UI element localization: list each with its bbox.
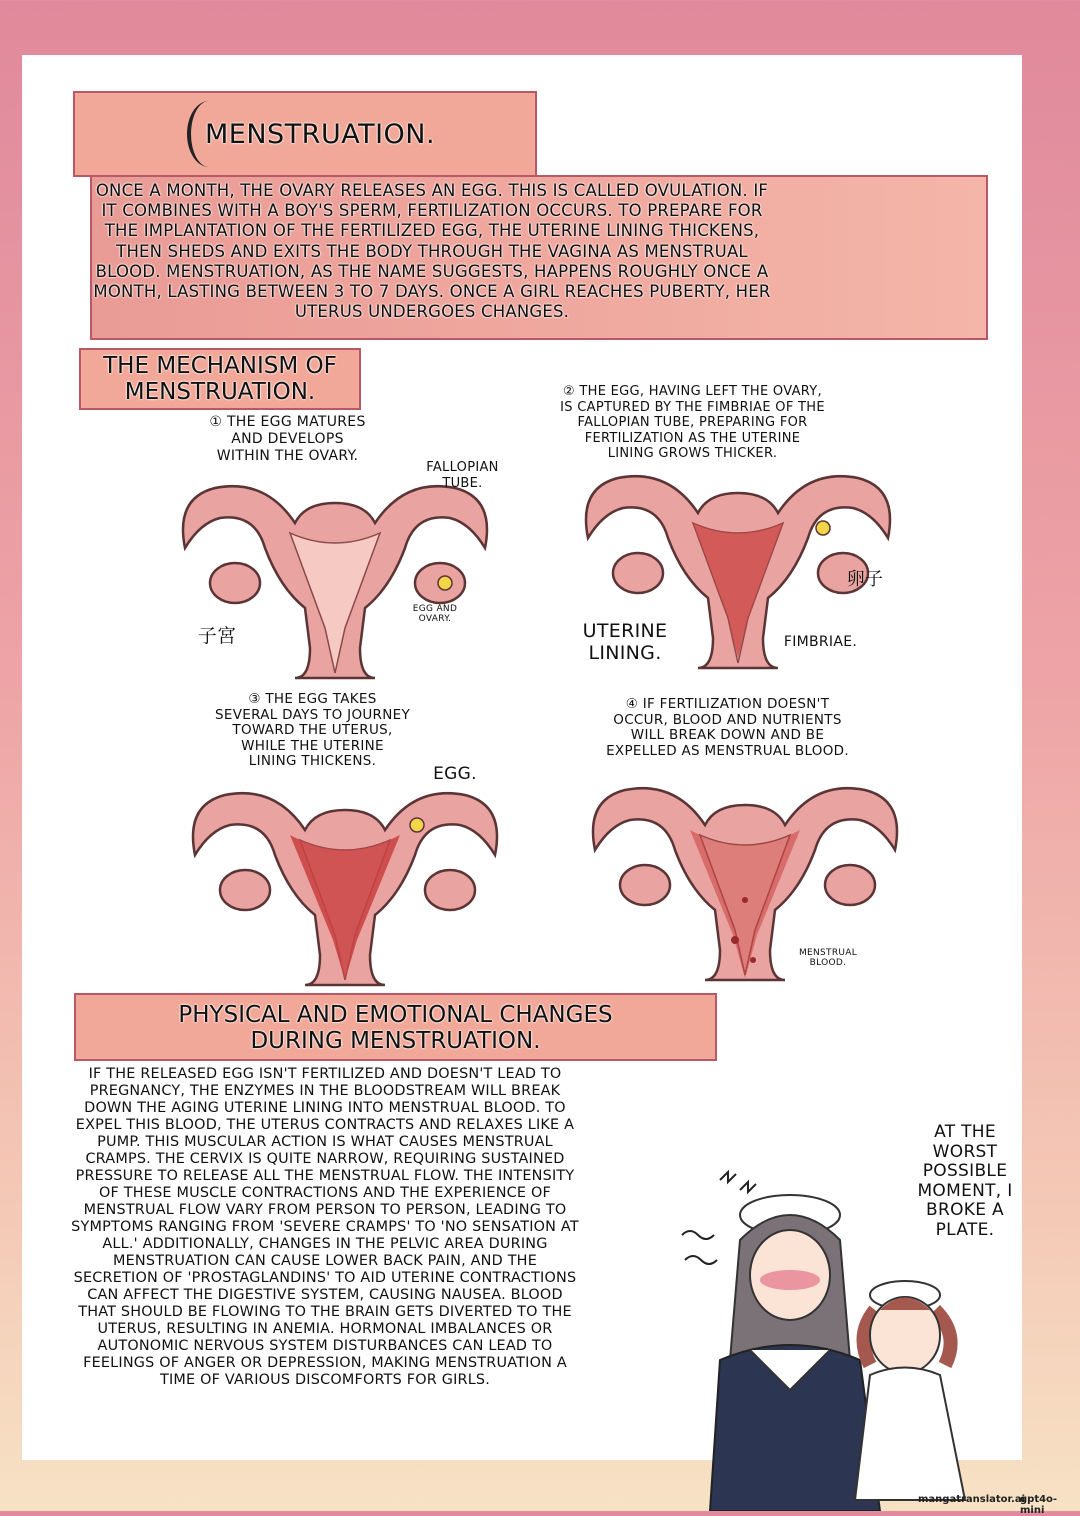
mechanism-heading-box bbox=[79, 348, 361, 410]
maid-characters-illustration bbox=[680, 1160, 1080, 1511]
page-title: MENSTRUATION. bbox=[205, 119, 436, 150]
label-uterus-jp: 子宮 bbox=[197, 625, 237, 647]
watermark-model: gpt4o-mini bbox=[1020, 1494, 1058, 1516]
step-3-text: ③ THE EGG TAKES SEVERAL DAYS TO JOURNEY TOWARD THE UTERUS, WHILE THE UTERINE LINING THICKENS. bbox=[215, 691, 411, 769]
intro-box bbox=[90, 175, 988, 340]
step-1-text: ① THE EGG MATURES AND DEVELOPS WITHIN THE OVARY. bbox=[209, 414, 366, 464]
step-2-text: ② THE EGG, HAVING LEFT THE OVARY, IS CAPTURED BY THE FIMBRIAE OF THE FALLOPIAN TUBE, PREPARING FOR FERTILIZATION AS THE UTERINE LINING GROWS THICKER. bbox=[560, 384, 825, 461]
intro-text: ONCE A MONTH, THE OVARY RELEASES AN EGG. THIS IS CALLED OVULATION. IF IT COMBINES WITH A BOY'S SPERM, FERTILIZATION OCCURS. TO PREPARE FOR THE IMPLANTATION OF THE FERTILIZED EGG, THE UTERINE LINING THICKENS, THEN SHEDS AND EXITS THE BODY THROUGH THE VAGINA AS MENSTRUAL BLOOD. MENSTRUATION, AS THE NAME SUGGESTS, HAPPENS ROUGHLY ONCE A MONTH, LASTING BETWEEN 3 TO 7 DAYS. ONCE A GIRL REACHES PUBERTY, HER UTERUS UNDERGOES CHANGES. bbox=[93, 181, 771, 322]
label-egg-jp: 卵子 bbox=[846, 569, 884, 590]
title-box bbox=[73, 91, 537, 177]
changes-heading: PHYSICAL AND EMOTIONAL CHANGES DURING MENSTRUATION. bbox=[178, 1002, 613, 1054]
watermark-site: mangatranslator.ai bbox=[918, 1494, 1026, 1505]
label-egg-and-ovary: EGG AND OVARY. bbox=[412, 604, 458, 624]
step-4-text: ④ IF FERTILIZATION DOESN'T OCCUR, BLOOD AND NUTRIENTS WILL BREAK DOWN AND BE EXPELLED AS MENSTRUAL BLOOD. bbox=[606, 696, 849, 759]
changes-heading-box bbox=[74, 993, 717, 1061]
uterus-diagram-1 bbox=[175, 478, 495, 683]
label-menstrual-blood: MENSTRUAL BLOOD. bbox=[798, 948, 858, 968]
label-uterine-lining: UTERINE LINING. bbox=[582, 620, 668, 664]
speech-text: AT THE WORST POSSIBLE MOMENT, I BROKE A PLATE. bbox=[917, 1122, 1013, 1240]
label-fimbriae: FIMBRIAE. bbox=[783, 634, 858, 650]
label-fallopian-tube: FALLOPIAN TUBE. bbox=[426, 460, 499, 491]
uterus-diagram-3 bbox=[185, 785, 505, 990]
changes-body-text: IF THE RELEASED EGG ISN'T FERTILIZED AND DOESN'T LEAD TO PREGNANCY, THE ENZYMES IN THE BLOODSTREAM WILL BREAK DOWN THE AGING UTERINE LINING INTO MENSTRUAL BLOOD. TO EXPEL THIS BLOOD, THE UTERUS CONTRACTS AND RELAXES LIKE A PUMP. THIS MUSCULAR ACTION IS WHAT CAUSES MENSTRUAL CRAMPS. THE CERVIX IS QUITE NARROW, REQUIRING SUSTAINED PRESSURE TO RELEASE ALL THE MENSTRUAL FLOW. THE INTENSITY OF THESE MUSCLE CONTRACTIONS AND THE EXPERIENCE OF MENSTRUAL FLOW VARY FROM PERSON TO PERSON, LEADING TO SYMPTOMS RANGING FROM 'SEVERE CRAMPS' TO 'NO SENSATION AT ALL.' ADDITIONALLY, CHANGES IN THE PELVIC AREA DURING MENSTRUATION CAN CAUSE LOWER BACK PAIN, AND THE SECRETION OF 'PROSTAGLANDINS' TO AID UTERINE CONTRACTIONS CAN AFFECT THE DIGESTIVE SYSTEM, CAUSING NAUSEA. BLOOD THAT SHOULD BE FLOWING TO THE BRAIN GETS DIVERTED TO THE UTERUS, RESULTING IN ANEMIA. HORMONAL IMBALANCES OR AUTONOMIC NERVOUS SYSTEM DISTURBANCES CAN LEAD TO FEELINGS OF ANGER OR DEPRESSION, MAKING MENSTRUATION A TIME OF VARIOUS DISCOMFORTS FOR GIRLS. bbox=[71, 1066, 579, 1388]
mechanism-heading: THE MECHANISM OF MENSTRUATION. bbox=[103, 353, 337, 405]
label-egg: EGG. bbox=[433, 764, 477, 784]
